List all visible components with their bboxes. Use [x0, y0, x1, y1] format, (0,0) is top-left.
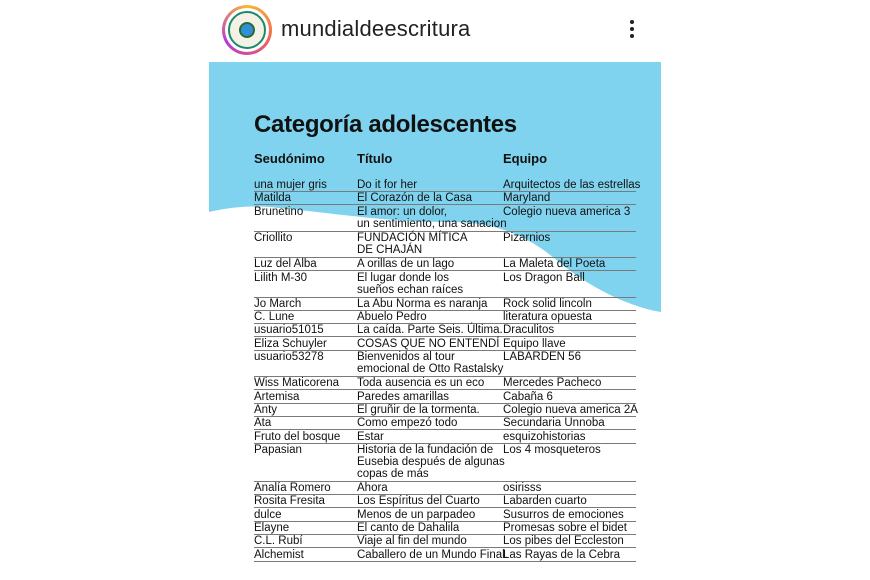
- title-line: La caída. Parte Seis. Última.: [357, 324, 503, 337]
- team-cell: LABARDEN 56: [503, 351, 581, 363]
- pseudonym-cell: Wiss Maticorena: [254, 377, 339, 390]
- team-cell: osirisss: [503, 482, 542, 495]
- team-cell: literatura opuesta: [503, 311, 592, 324]
- title-line: El canto de Dahalila: [357, 522, 460, 534]
- table-row: [254, 522, 636, 535]
- avatar[interactable]: [222, 5, 272, 55]
- avatar-inner: [225, 8, 269, 52]
- team-cell: Pizarnios: [503, 231, 551, 244]
- team-cell: esquizohistorias: [503, 430, 586, 443]
- column-header-pseudonym: Seudónimo: [254, 151, 325, 166]
- table-row: [254, 495, 636, 508]
- pseudonym-cell: Analía Romero: [254, 482, 331, 495]
- title-cell: [357, 232, 468, 256]
- pseudonym-cell: Anty: [254, 403, 278, 416]
- pseudonym-cell: Lilith M-30: [254, 271, 308, 284]
- team-cell: Susurros de emociones: [503, 508, 624, 521]
- table-row: [254, 404, 636, 417]
- pseudonym-cell: dulce: [254, 508, 282, 521]
- team-cell: Arquitectos de las estrellas: [503, 179, 641, 191]
- page-title: Categoría adolescentes: [254, 111, 517, 138]
- title-cell: [357, 431, 384, 443]
- title-line: Toda ausencia es un eco: [357, 377, 485, 390]
- pseudonym-cell: Matilda: [254, 192, 292, 205]
- column-header-title: Título: [357, 151, 393, 166]
- title-line: Estar: [357, 430, 384, 443]
- title-line: Menos de un parpadeo: [357, 508, 476, 521]
- title-cell: [357, 351, 503, 375]
- table-row: [254, 444, 636, 482]
- table-row: [254, 324, 636, 337]
- title-cell: [357, 535, 467, 547]
- team-cell: Los 4 mosqueteros: [503, 443, 601, 456]
- team-cell: Los pibes del Eccleston: [503, 535, 624, 548]
- title-cell: [357, 179, 417, 191]
- title-cell: [357, 444, 505, 480]
- column-header-team: Equipo: [503, 151, 548, 166]
- title-line: DE CHAJÁN: [357, 243, 423, 256]
- title-line: emocional de Otto Rastalsky: [357, 363, 504, 375]
- team-cell: Las Rayas de la Cebra: [503, 548, 620, 561]
- team-cell: Cabaña 6: [503, 390, 553, 403]
- team-cell: Colegio nueva america 2A: [503, 403, 638, 416]
- title-line: Caballero de un Mundo Final.: [357, 548, 508, 561]
- table-row: [254, 298, 636, 311]
- table-row: [254, 258, 636, 271]
- pseudonym-cell: usuario53278: [254, 351, 324, 363]
- table-row: [254, 272, 636, 298]
- pseudonym-cell: Rosita Fresita: [254, 495, 325, 508]
- title-line: copas de más: [357, 467, 429, 480]
- title-cell: [357, 417, 457, 429]
- table-row: [254, 351, 636, 377]
- pseudonym-cell: Artemisa: [254, 390, 300, 403]
- title-cell: [357, 482, 388, 494]
- title-line: Do it for her: [357, 179, 418, 191]
- team-cell: Labarden cuarto: [503, 495, 587, 508]
- table-row: [254, 338, 636, 351]
- title-line: Eusebia después de algunas: [357, 455, 505, 468]
- title-line: Ahora: [357, 482, 388, 495]
- title-line: El Corazón de la Casa: [357, 192, 473, 205]
- title-cell: [357, 522, 459, 534]
- title-line: Como empezó todo: [357, 417, 458, 430]
- title-cell: [357, 495, 480, 507]
- pseudonym-cell: Criollito: [254, 231, 293, 244]
- pseudonym-cell: C. Lune: [254, 311, 295, 324]
- team-cell: Maryland: [503, 192, 551, 205]
- title-cell: [357, 272, 463, 296]
- table-row: [254, 509, 636, 522]
- team-cell: Draculitos: [503, 324, 555, 337]
- username[interactable]: mundialdeescritura: [281, 16, 471, 41]
- team-cell: Rock solid lincoln: [503, 297, 592, 310]
- table-row: [254, 206, 636, 232]
- team-cell: La Maleta del Poeta: [503, 258, 606, 271]
- title-line: Los Espíritus del Cuarto: [357, 495, 480, 508]
- post-header: [0, 0, 870, 62]
- table-row: [254, 377, 636, 390]
- title-cell: [357, 258, 454, 270]
- pseudonym-cell: Papasian: [254, 443, 302, 456]
- title-line: Viaje al fin del mundo: [357, 535, 467, 548]
- table-row: [254, 482, 636, 495]
- title-line: La Abu Norma es naranja: [357, 297, 488, 310]
- pseudonym-cell: una mujer gris: [254, 179, 327, 191]
- pseudonym-cell: Jo March: [254, 297, 302, 310]
- title-line: Abuelo Pedro: [357, 311, 427, 324]
- title-line: El amor: un dolor,: [357, 205, 448, 218]
- title-line: sueños echan raíces: [357, 283, 464, 296]
- title-line: A orillas de un lago: [357, 258, 455, 271]
- pseudonym-cell: C.L. Rubí: [254, 535, 303, 548]
- title-line: Historia de la fundación de: [357, 443, 494, 456]
- title-line: El lugar donde los: [357, 271, 450, 284]
- title-cell: [357, 324, 503, 336]
- pseudonym-cell: Fruto del bosque: [254, 430, 341, 443]
- table-row: [254, 431, 636, 444]
- title-cell: [357, 404, 480, 416]
- table-row: [254, 232, 636, 258]
- title-line: COSAS QUE NO ENTENDÍ: [357, 337, 500, 350]
- table-row: [254, 417, 636, 430]
- title-line: El gruñir de la tormenta.: [357, 403, 480, 416]
- pseudonym-cell: usuario51015: [254, 324, 324, 337]
- team-cell: Equipo llave: [503, 337, 566, 350]
- title-cell: [357, 298, 487, 310]
- more-vertical-icon[interactable]: [624, 14, 640, 44]
- table-row: [254, 179, 641, 192]
- pseudonym-cell: Brunetino: [254, 205, 304, 218]
- globe-icon: [239, 22, 255, 38]
- title-cell: [357, 206, 507, 230]
- pseudonym-cell: Ata: [254, 417, 272, 430]
- title-cell: [357, 338, 500, 350]
- team-cell: Los Dragon Ball: [503, 271, 585, 284]
- team-cell: Colegio nueva america 3: [503, 205, 631, 218]
- title-cell: [357, 549, 508, 561]
- title-line: un sentimiento, una sanacion: [357, 217, 507, 230]
- table-row: [254, 311, 636, 324]
- title-line: Bienvenidos al tour: [357, 351, 455, 363]
- pseudonym-cell: Alchemist: [254, 548, 304, 561]
- table-row: [254, 549, 636, 562]
- pseudonym-cell: Elayne: [254, 522, 290, 534]
- pseudonym-cell: Luz del Alba: [254, 258, 317, 271]
- title-cell: [357, 391, 449, 403]
- table-row: [254, 391, 636, 404]
- team-cell: Promesas sobre el bidet: [503, 522, 628, 534]
- title-cell: [357, 311, 427, 323]
- team-cell: Secundaria Unnoba: [503, 417, 605, 430]
- table-row: [254, 192, 636, 205]
- title-line: FUNDACIÓN MÍTICA: [357, 231, 468, 244]
- team-cell: Mercedes Pacheco: [503, 377, 602, 390]
- title-cell: [357, 377, 484, 389]
- title-cell: [357, 509, 475, 521]
- title-line: Paredes amarillas: [357, 390, 450, 403]
- title-cell: [357, 192, 472, 204]
- pseudonym-cell: Eliza Schuyler: [254, 337, 327, 350]
- globe-logo-icon: [228, 11, 266, 49]
- post-image: [209, 62, 661, 580]
- table-row: [254, 535, 636, 548]
